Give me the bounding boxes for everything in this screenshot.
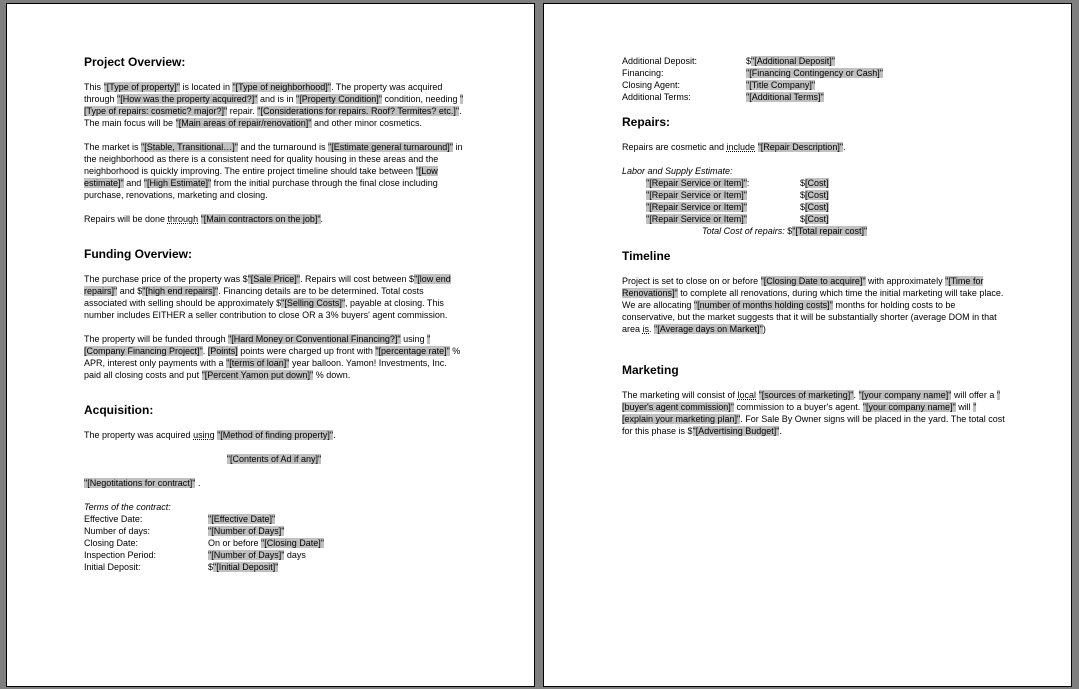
repair-item-row: "[Repair Service or Item]": $[Cost]: [646, 178, 829, 188]
field-time-for-renovations[interactable]: "[Time for Renovations]": [622, 276, 984, 298]
field-repair-description[interactable]: "[Repair Description]": [757, 142, 844, 152]
funding-overview-heading: Funding Overview:: [84, 247, 193, 261]
field-points[interactable]: [Points]: [207, 346, 238, 356]
marketing-heading: Marketing: [622, 363, 679, 377]
field-company-financing[interactable]: "[Company Financing Project]": [84, 334, 431, 356]
project-overview-paragraph-1: This "[Type of property]" is located in "[Type of neighborhood]". The property was acquired through "[How was the property acquired?]" and is in "[Property Condition]" condition, needing "[Type of repairs: cosmetic? major?]" repair. "[Considerations for repairs. Roof? Termites? etc.]". The main focus will be "[Main areas of repair/renovation]" and other minor cosmetics.: [84, 82, 464, 128]
field-repair-service[interactable]: "[Repair Service or Item]": [646, 190, 747, 200]
funding-overview-paragraph-2: The property will be funded through "[Hard Money or Conventional Financing?]" using "[Company Financing Project]". [Points] points were charged up front with "[percentage rate]" % APR, interest only payments with a "[terms of loan]" year balloon. Yamon! Investments, Inc. paid all closing costs and put "[Percent Yamon put down]" % down.: [84, 334, 461, 380]
field-total-repair-cost[interactable]: "[Total repair cost]": [792, 226, 868, 236]
terms-of-contract-title: Terms of the contract:: [84, 502, 171, 512]
field-repair-service[interactable]: "[Repair Service or Item]": [646, 202, 747, 212]
field-inspection-days[interactable]: "[Number of Days]": [208, 550, 285, 560]
field-additional-terms[interactable]: "[Additional Terms]": [746, 92, 824, 102]
field-low-estimate[interactable]: "[Low estimate]": [84, 166, 438, 188]
term-row-additional-terms: Additional Terms: "[Additional Terms]": [622, 92, 824, 102]
field-financing[interactable]: "[Financing Contingency or Cash]": [746, 68, 883, 78]
term-row-additional-deposit: Additional Deposit: $"[Additional Deposit]": [622, 56, 835, 66]
project-overview-paragraph-2: The market is "[Stable, Transitional…]" and the turnaround is "[Estimate general turnaround]" in the neighborhood as there is a consistent need for quality housing in these areas and the neighborhood is quickly improving. The entire project timeline should take between "[Low estimate]" and "[High Estimate]" from the initial purchase through the final close including purchase, renovations, marketing and closing.: [84, 142, 463, 200]
field-average-dom[interactable]: "[Average days on Market]": [654, 324, 763, 334]
repair-item-row: "[Repair Service or Item]" $[Cost]: [646, 190, 829, 200]
field-marketing-plan[interactable]: "[explain your marketing plan]": [622, 402, 977, 424]
repair-item-row: "[Repair Service or Item]" $[Cost]: [646, 214, 829, 224]
term-row-number-of-days: Number of days: "[Number of Days]": [84, 526, 285, 536]
field-repair-cost[interactable]: [Cost]: [805, 178, 829, 188]
field-high-end-repairs[interactable]: "[high end repairs]": [142, 286, 219, 296]
field-repair-cost[interactable]: [Cost]: [805, 214, 829, 224]
term-row-initial-deposit: Initial Deposit: $"[Initial Deposit]": [84, 562, 279, 572]
field-repair-cost[interactable]: [Cost]: [805, 190, 829, 200]
timeline-paragraph-1: Project is set to close on or before "[Closing Date to acquire]" with approximately "[Time for Renovations]" to complete all renovations, during which time the initial marketing will take place. We are allocating "[number of months holding costs]" months for holding costs to be conservative, but the market suggests that it will be substantially shorter (average DOM in that area is. "[Average days on Market]"): [622, 276, 1004, 334]
field-main-areas-repair[interactable]: "[Main areas of repair/renovation]": [175, 118, 312, 128]
project-overview-paragraph-3: Repairs will be done through "[Main contractors on the job]".: [84, 214, 324, 224]
page-left-content: [84, 55, 464, 573]
repair-total-row: Total Cost of repairs: $"[Total repair cost]": [702, 226, 868, 236]
term-row-financing: Financing: "[Financing Contingency or Cash]": [622, 68, 883, 78]
field-effective-date[interactable]: "[Effective Date]": [208, 514, 276, 524]
field-months-holding-costs[interactable]: "[number of months holding costs]": [693, 300, 833, 310]
project-overview-heading: Project Overview:: [84, 55, 186, 69]
field-title-company[interactable]: "[Title Company]": [746, 80, 816, 90]
field-sale-price[interactable]: "[Sale Price]": [247, 274, 301, 284]
document-page-left: [6, 3, 535, 687]
field-method-of-finding[interactable]: "[Method of finding property]": [217, 430, 334, 440]
page-right-content: [622, 55, 1007, 437]
funding-overview-paragraph-1: The purchase price of the property was $"[Sale Price]". Repairs will cost between $"[low end repairs]" and $"[high end repairs]". Financing details are to be determined. Total costs associated with selling should be approximately $"[Selling Costs]", payable at closing. This number includes EITHER a seller contribution to close OR a 3% buyers' agent commission.: [84, 274, 451, 320]
term-row-effective-date: Effective Date: "[Effective Date]": [84, 514, 276, 524]
field-sources-of-marketing[interactable]: "[sources of marketing]": [758, 390, 854, 400]
field-how-acquired[interactable]: "[How was the property acquired?]": [117, 94, 258, 104]
term-row-closing-agent: Closing Agent: "[Title Company]": [622, 80, 816, 90]
timeline-heading: Timeline: [622, 249, 671, 263]
term-row-inspection-period: Inspection Period: "[Number of Days]" days: [84, 550, 306, 560]
field-buyers-agent-commission[interactable]: "[buyer's agent commission]": [622, 390, 1001, 412]
field-property-condition[interactable]: "[Property Condition]": [296, 94, 382, 104]
document-page-right: [543, 3, 1072, 687]
field-selling-costs[interactable]: "[Selling Costs]": [281, 298, 346, 308]
field-repair-cost[interactable]: [Cost]: [805, 202, 829, 212]
field-terms-of-loan[interactable]: "[terms of loan]": [226, 358, 290, 368]
field-repair-considerations[interactable]: "[Considerations for repairs. Roof? Termites? etc.]": [257, 106, 460, 116]
field-additional-deposit[interactable]: "[Additional Deposit]": [751, 56, 835, 66]
field-market-type[interactable]: "[Stable, Transitional…]": [141, 142, 238, 152]
acquisition-paragraph-1: The property was acquired using "[Method of finding property]".: [84, 430, 336, 440]
field-main-contractors[interactable]: "[Main contractors on the job]": [200, 214, 321, 224]
field-funding-type[interactable]: "[Hard Money or Conventional Financing?]": [228, 334, 401, 344]
field-repair-service[interactable]: "[Repair Service or Item]": [646, 214, 747, 224]
field-high-estimate[interactable]: "[High Estimate]": [143, 178, 212, 188]
field-closing-date-acquire[interactable]: "[Closing Date to acquire]": [760, 276, 866, 286]
acquisition-negotiations-line: "[Negotitations for contract]" .: [84, 478, 201, 488]
repairs-heading: Repairs:: [622, 115, 671, 129]
acquisition-heading: Acquisition:: [84, 403, 154, 417]
repair-item-row: "[Repair Service or Item]" $[Cost]: [646, 202, 829, 212]
labor-supply-estimate-title: Labor and Supply Estimate:: [622, 166, 733, 176]
field-turnaround-estimate[interactable]: "[Estimate general turnaround]": [328, 142, 453, 152]
field-negotiations[interactable]: "[Negotitations for contract]": [84, 478, 196, 488]
acquisition-ad-line: [84, 453, 464, 465]
repairs-paragraph-1: Repairs are cosmetic and include "[Repair Description]".: [622, 142, 846, 152]
field-closing-date[interactable]: "[Closing Date]": [261, 538, 324, 548]
field-low-end-repairs[interactable]: "[low end repairs]": [84, 274, 451, 296]
field-advertising-budget[interactable]: "[Advertising Budget]": [692, 426, 780, 436]
term-row-closing-date: Closing Date: On or before "[Closing Date]": [84, 538, 324, 548]
field-percentage-rate[interactable]: "[percentage rate]": [375, 346, 450, 356]
field-type-of-repairs[interactable]: "[Type of repairs: cosmetic? major?]": [84, 94, 464, 116]
field-repair-service[interactable]: "[Repair Service or Item]": [646, 178, 747, 188]
field-company-name[interactable]: "[your company name]": [858, 390, 952, 400]
field-type-of-property[interactable]: "[Type of property]": [103, 82, 180, 92]
field-number-of-days[interactable]: "[Number of Days]": [208, 526, 285, 536]
field-type-of-neighborhood[interactable]: "[Type of neighborhood]": [232, 82, 331, 92]
field-contents-of-ad[interactable]: "[Contents of Ad if any]": [226, 454, 322, 464]
field-initial-deposit[interactable]: "[Initial Deposit]": [213, 562, 279, 572]
field-company-name[interactable]: "[your company name]": [862, 402, 956, 412]
marketing-paragraph-1: The marketing will consist of local "[sources of marketing]". "[your company name]" will offer a "[buyer's agent commission]" commission to a buyer's agent. "[your company name]" will "[explain your marketing plan]". For Sale By Owner signs will be placed in the yard. The total cost for this phase is $"[Advertising Budget]".: [622, 390, 1005, 436]
field-percent-down[interactable]: "[Percent Yamon put down]": [201, 370, 314, 380]
